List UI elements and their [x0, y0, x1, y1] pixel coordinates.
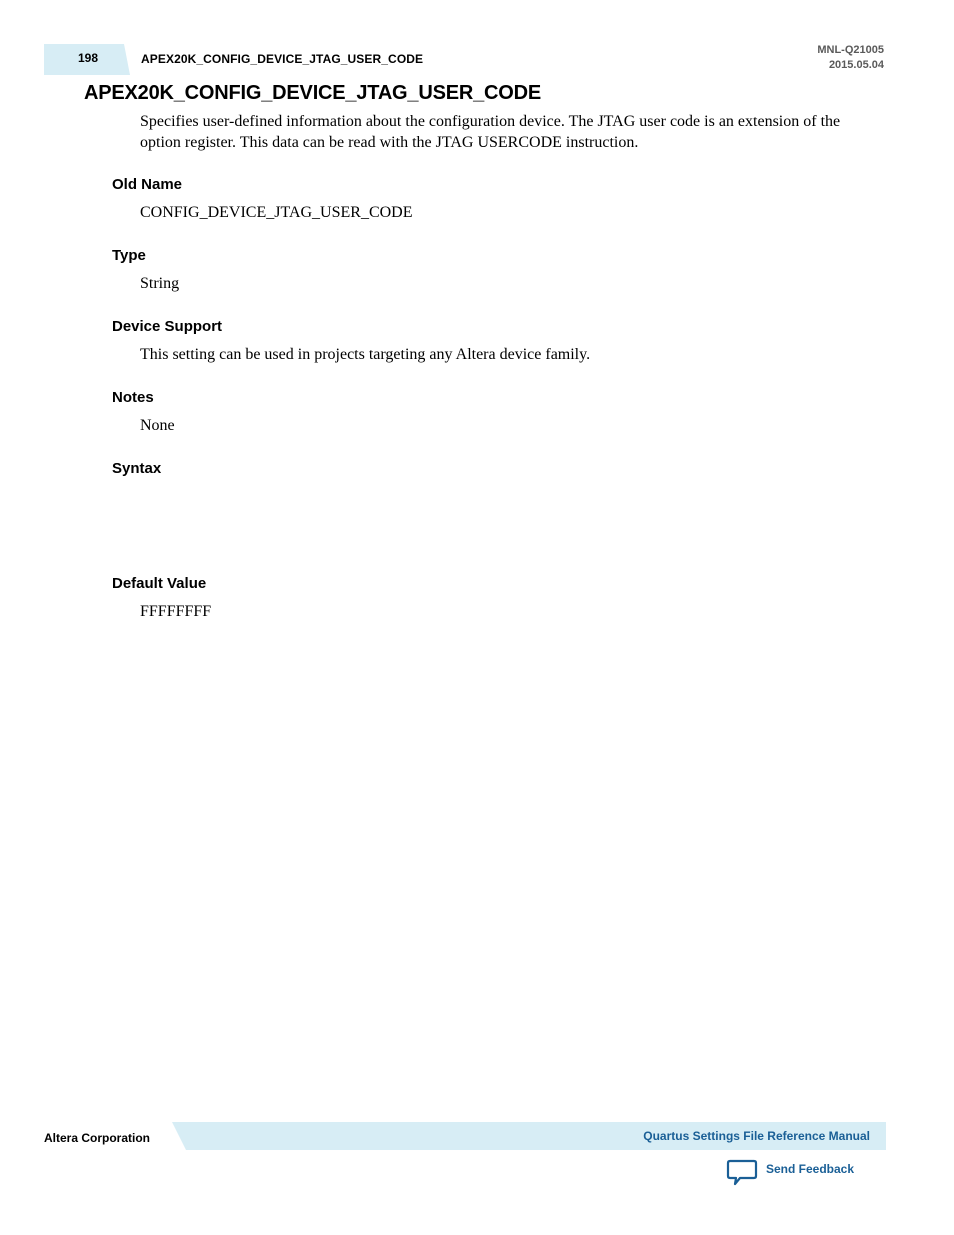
page-number: 198	[77, 51, 99, 65]
device-support-heading: Device Support	[112, 318, 223, 335]
setting-description: Specifies user-defined information about the configuration device. The JTAG user code is an extension of the option register. This data can be read with the JTAG USERCODE instruction.	[140, 113, 841, 151]
running-title: APEX20K_CONFIG_DEVICE_JTAG_USER_CODE	[141, 52, 424, 66]
device-support-value: This setting can be used in projects targeting any Altera device family.	[140, 346, 591, 363]
document-date: 2015.05.04	[828, 59, 884, 71]
speech-bubble-icon	[726, 1158, 758, 1186]
notes-heading: Notes	[112, 389, 154, 406]
type-value: String	[140, 275, 180, 292]
syntax-heading: Syntax	[112, 460, 162, 477]
old-name-value: CONFIG_DEVICE_JTAG_USER_CODE	[140, 204, 413, 221]
default-value-heading: Default Value	[112, 575, 207, 592]
default-value-value: FFFFFFFF	[140, 603, 212, 620]
type-heading: Type	[112, 247, 146, 264]
footer-company: Altera Corporation	[44, 1131, 151, 1145]
document-id-block	[817, 43, 884, 73]
page-title: APEX20K_CONFIG_DEVICE_JTAG_USER_CODE	[84, 82, 542, 104]
document-id: MNL-Q21005	[817, 44, 884, 56]
notes-value: None	[140, 417, 175, 434]
send-feedback-label: Send Feedback	[766, 1162, 855, 1176]
old-name-heading: Old Name	[112, 176, 183, 193]
send-feedback-link[interactable]	[726, 1158, 854, 1188]
footer-manual-title: Quartus Settings File Reference Manual	[643, 1129, 870, 1143]
